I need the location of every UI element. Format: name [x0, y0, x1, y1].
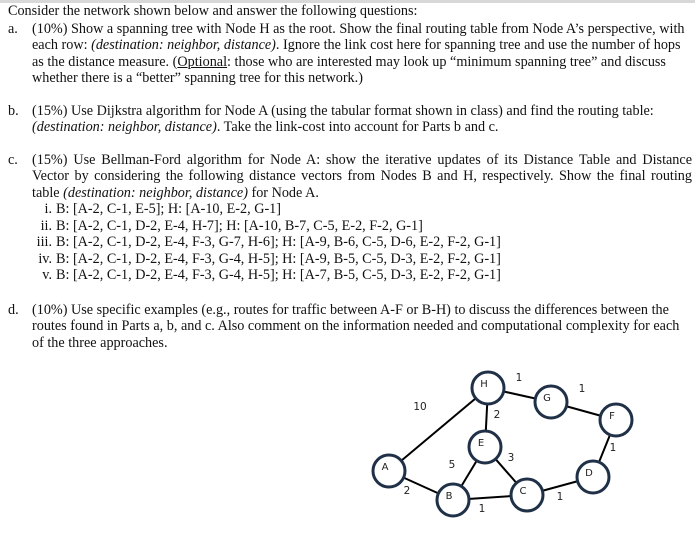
network-nodes [373, 372, 632, 516]
node-d [577, 461, 609, 493]
text-run: (10%) Show a spanning tree with Node H as the root. Show the final routing table from Node A’s perspective, with each row: [32, 20, 685, 53]
node-label: F [609, 411, 615, 422]
node-circle [373, 455, 405, 487]
node-c [511, 479, 543, 511]
node-e [469, 431, 501, 463]
list-marker: v. [42, 267, 52, 283]
link-cost-label: 1 [478, 503, 486, 515]
link-cost-label: 5 [448, 459, 456, 471]
question-marker: c. [8, 151, 18, 168]
node-h [472, 372, 504, 404]
node-label: E [477, 438, 485, 449]
node-circle [511, 479, 543, 511]
node-circle [469, 431, 501, 463]
node-label: C [519, 486, 527, 497]
node-label: A [381, 462, 389, 473]
node-circle [600, 404, 632, 436]
text-run: . Ignore the link cost here for spanning tree and use the number of hops as the distance measure. ( [32, 37, 681, 70]
question-marker: a. [8, 20, 18, 37]
text-run: : those who are interested may look up “minimum spanning tree” and discuss whether there is a “better” spanning tree for this network.) [32, 53, 666, 86]
node-a [373, 455, 405, 487]
text-run-italic: (destination: neighbor, distance) [91, 37, 276, 53]
link-cost-label: 1 [556, 491, 564, 503]
list-item-text: B: [A-2, C-1, E-5]; H: [A-10, E-2, G-1] [56, 201, 281, 217]
node-circle [472, 372, 504, 404]
node-label: G [543, 393, 551, 404]
node-f [600, 404, 632, 436]
intro-text: Consider the network shown below and answer the following questions: [8, 3, 418, 19]
link-cost-label: 1 [609, 442, 617, 454]
link-cost-label: 2 [493, 409, 501, 421]
text-run: . Take the link-cost into account for Parts b and c. [216, 119, 499, 135]
list-marker: iii. [36, 234, 52, 250]
list-item-text: B: [A-2, C-1, D-2, E-4, H-7]; H: [A-10, B-7, C-5, E-2, F-2, G-1] [56, 217, 423, 234]
question-marker: b. [8, 102, 19, 119]
list-marker: ii. [40, 217, 52, 234]
node-label: B [445, 491, 453, 502]
node-circle [437, 484, 469, 516]
link-cost-label: 1 [578, 383, 586, 395]
node-b [437, 484, 469, 516]
question-marker: d. [8, 301, 19, 318]
link-cost-label: 10 [413, 401, 427, 413]
node-label: H [480, 379, 488, 390]
text-run: (15%) Use Dijkstra algorithm for Node A (using the tabular format shown in class) and find the routing table: [32, 102, 654, 119]
link-cost-label: 1 [515, 372, 523, 384]
list-marker: i. [44, 201, 52, 217]
text-run: (15%) Use Bellman-Ford algorithm for Node A: show the iterative updates of its Distance Table and Distance Vector by considering the following distance vectors from Nodes B and H, respectively. Show the final routing table [32, 151, 692, 201]
text-run: (10%) Use specific examples (e.g., routes for traffic between A-F or B-H) to discuss the differences between the routes found in Parts a, b, and c. Also comment on the information needed and computational complexity for each of the three approaches. [32, 301, 680, 351]
list-item-text: B: [A-2, C-1, D-2, E-4, F-3, G-4, H-5]; H: [A-7, B-5, C-5, D-3, E-2, F-2, G-1] [56, 267, 501, 283]
list-marker: iv. [38, 250, 52, 267]
text-run-underline: Optional [177, 53, 228, 70]
list-item-text: B: [A-2, C-1, D-2, E-4, F-3, G-4, H-5]; H: [A-9, B-5, C-5, D-3, E-2, F-2, G-1] [56, 250, 501, 267]
node-circle [577, 461, 609, 493]
node-g [535, 386, 567, 418]
node-label: D [585, 468, 593, 479]
link-cost-label: 2 [403, 485, 411, 497]
link-cost-label: 3 [507, 452, 515, 464]
text-run-italic: (destination: neighbor, distance) [63, 184, 248, 201]
node-circle [535, 386, 567, 418]
text-run-italic: (destination: neighbor, distance) [32, 119, 217, 135]
text-run: for Node A. [247, 184, 319, 201]
list-item-text: B: [A-2, C-1, D-2, E-4, F-3, G-7, H-6]; H: [A-9, B-6, C-5, D-6, E-2, F-2, G-1] [56, 234, 501, 250]
